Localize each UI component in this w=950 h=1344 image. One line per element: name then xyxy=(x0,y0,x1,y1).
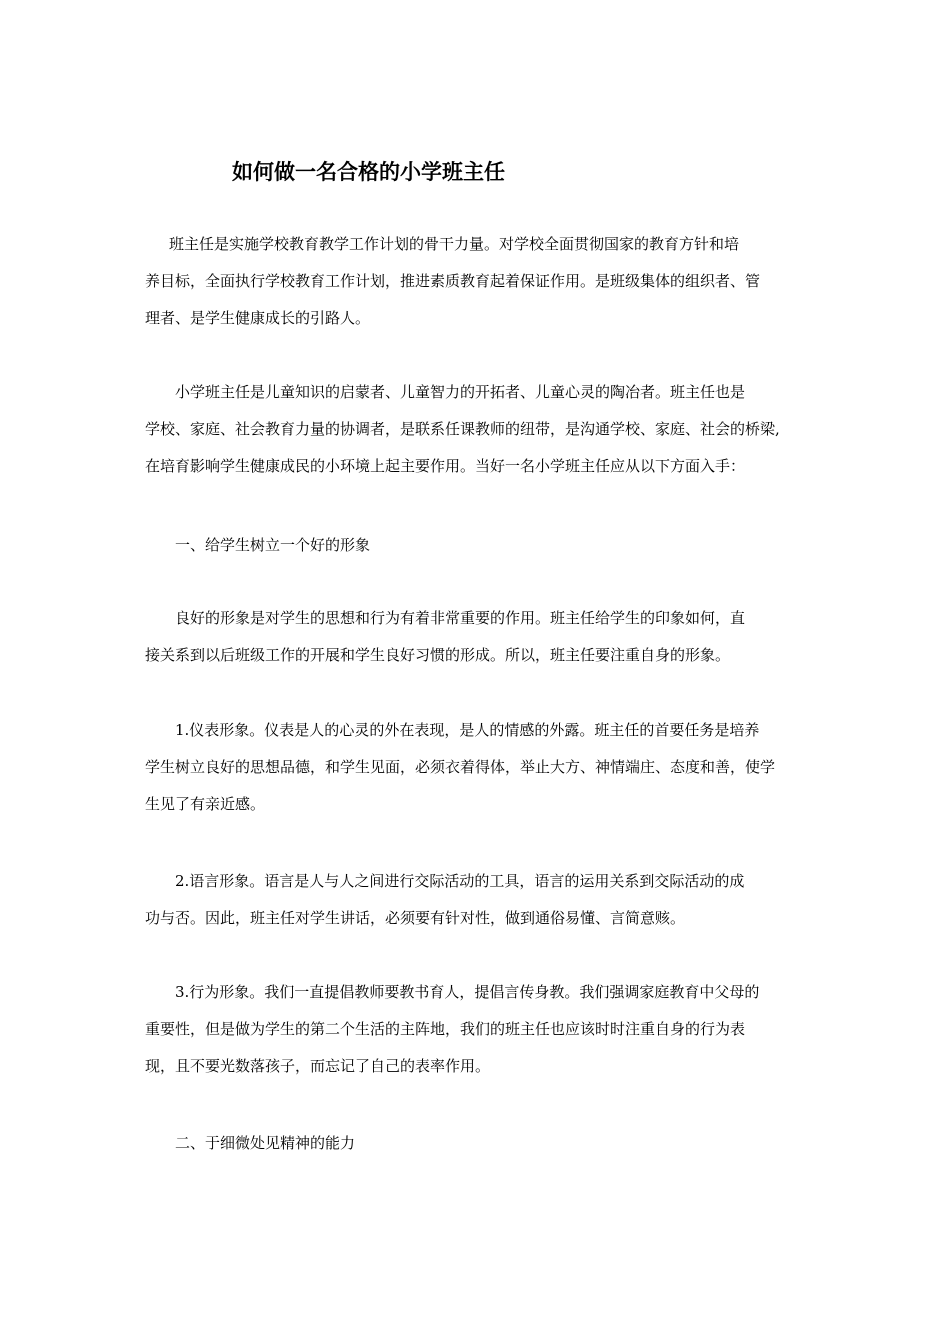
paragraph-line: 现，且不要光数落孩子，而忘记了自己的表率作用。 xyxy=(145,1057,491,1075)
paragraph-line: 小学班主任是儿童知识的启蒙者、儿童智力的开拓者、儿童心灵的陶冶者。班主任也是 xyxy=(175,383,746,401)
paragraph xyxy=(145,712,809,823)
section-heading-line: 一、给学生树立一个好的形象 xyxy=(175,536,371,554)
paragraph-line: 生见了有亲近感。 xyxy=(145,795,266,813)
section-heading-line: 二、于细微处见精神的能力 xyxy=(175,1134,356,1152)
paragraph xyxy=(145,974,809,1085)
paragraph xyxy=(145,863,809,937)
document-title: 如何做一名合格的小学班主任 xyxy=(232,159,505,184)
paragraph-line: 重要性，但是做为学生的第二个生活的主阵地，我们的班主任也应该时时注重自身的行为表 xyxy=(145,1020,746,1038)
section-heading xyxy=(145,527,809,564)
paragraph-line: 良好的形象是对学生的思想和行为有着非常重要的作用。班主任给学生的印象如何，直 xyxy=(175,609,746,627)
paragraph-line: 1.仪表形象。仪表是人的心灵的外在表现，是人的情感的外露。班主任的首要任务是培养 xyxy=(175,721,760,739)
paragraph-line: 3.行为形象。我们一直提倡教师要教书育人，提倡言传身教。我们强调家庭教育中父母的 xyxy=(175,983,760,1001)
paragraph xyxy=(145,226,809,337)
paragraph-line: 2.语言形象。语言是人与人之间进行交际活动的工具，语言的运用关系到交际活动的成 xyxy=(175,872,745,890)
paragraph-line: 学生树立良好的思想品德，和学生见面，必须衣着得体，举止大方、神情端庄、态度和善，使学 xyxy=(145,758,776,776)
paragraph-line: 养目标，全面执行学校教育工作计划，推进素质教育起着保证作用。是班级集体的组织者、管 xyxy=(145,272,761,290)
paragraph-line: 接关系到以后班级工作的开展和学生良好习惯的形成。所以，班主任要注重自身的形象。 xyxy=(145,646,731,664)
paragraph xyxy=(145,600,809,674)
paragraph-line: 理者、是学生健康成长的引路人。 xyxy=(145,309,371,327)
paragraph-line: 功与否。因此，班主任对学生讲话，必须要有针对性，做到通俗易懂、言简意赅。 xyxy=(145,909,686,927)
paragraph-line: 学校、家庭、社会教育力量的协调者，是联系任课教师的纽带，是沟通学校、家庭、社会的桥梁, xyxy=(145,420,780,438)
paragraph-line: 班主任是实施学校教育教学工作计划的骨干力量。对学校全面贯彻国家的教育方针和培 xyxy=(169,235,740,253)
section-heading xyxy=(145,1125,809,1162)
paragraph xyxy=(145,374,809,485)
paragraph-line: 在培育影响学生健康成民的小环境上起主要作用。当好一名小学班主任应从以下方面入手： xyxy=(145,457,746,475)
